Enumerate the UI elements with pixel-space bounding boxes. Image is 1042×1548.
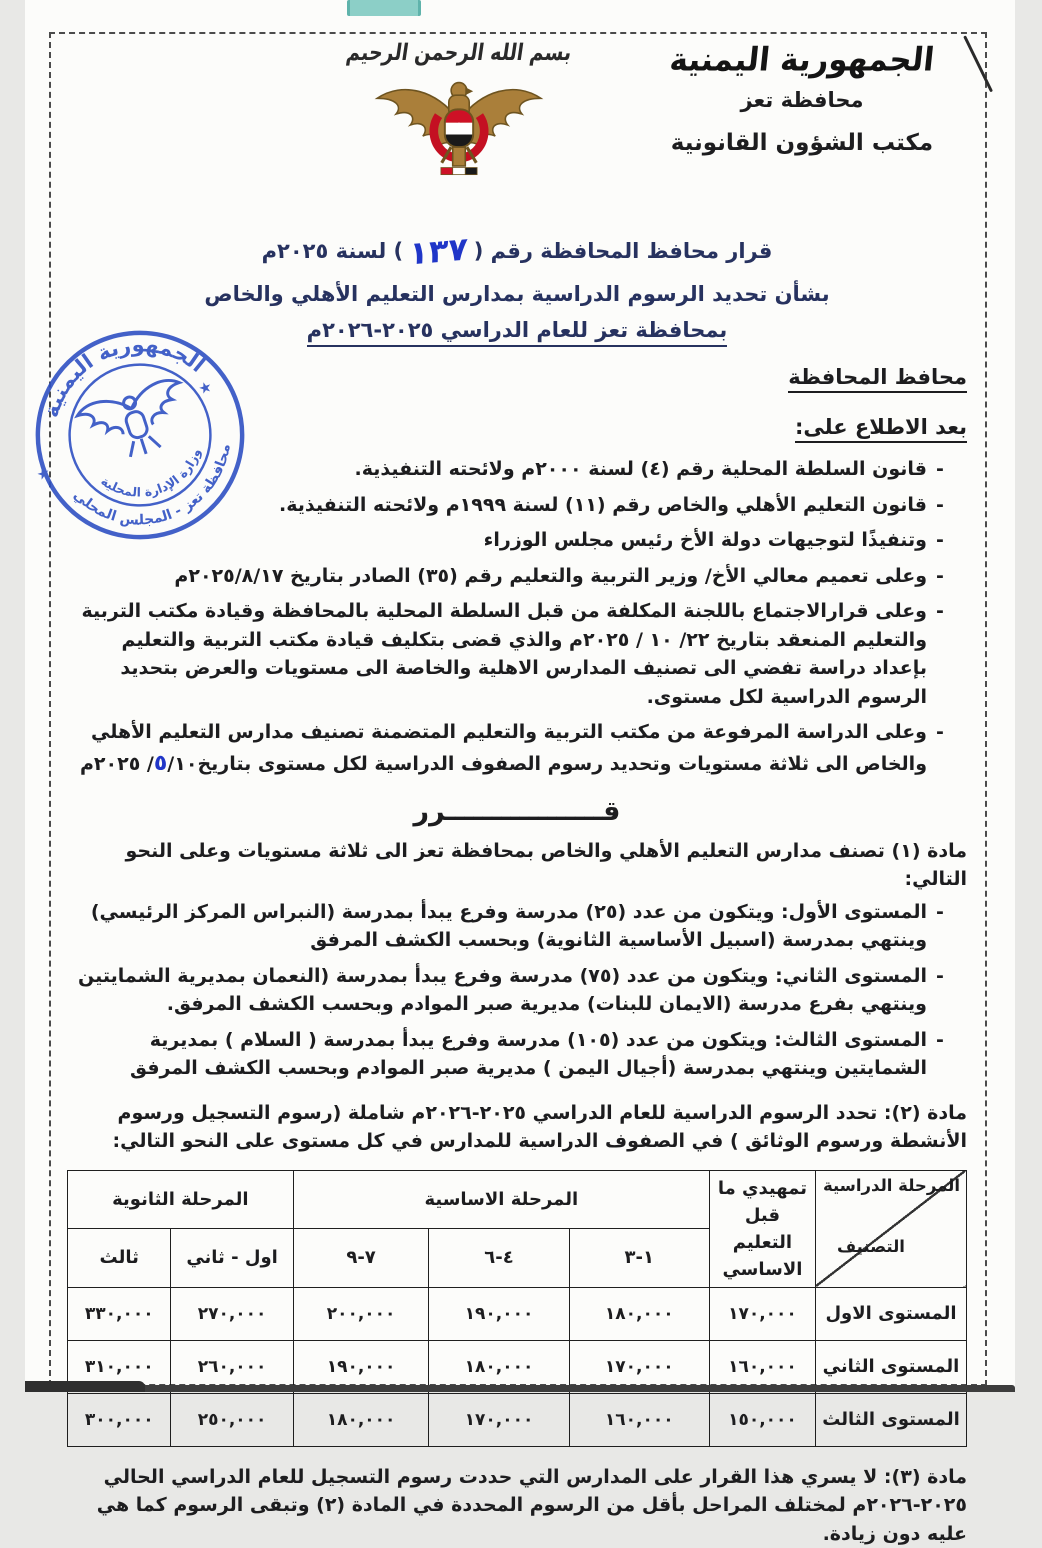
- bullet-dash: -: [928, 526, 954, 555]
- document-content: [68, 42, 968, 1548]
- column-group-basic-stage: المرحلة الاساسية: [294, 1170, 710, 1229]
- fee-value: ٣٣٠,٠٠٠: [69, 1287, 172, 1340]
- corner-label-stage: المرحلة الدراسية: [824, 1176, 961, 1195]
- bullet-dash: -: [928, 491, 954, 520]
- preamble-heading: [68, 415, 968, 443]
- scanned-decree-document: [26, 0, 1016, 1392]
- letterhead-authority-block: [638, 42, 968, 156]
- salutation-text: محافظ المحافظة: [789, 365, 968, 393]
- table-header-row-1: [69, 1170, 968, 1229]
- column-group-secondary-stage: المرحلة الثانوية: [69, 1170, 295, 1229]
- decree-title-line1-prefix: قرار محافظ المحافظة رقم (: [475, 239, 774, 263]
- table-corner-cell: [816, 1170, 967, 1287]
- scan-edge-shadow-left: [26, 1381, 146, 1392]
- preamble-item: [68, 562, 954, 591]
- level-item: [68, 1026, 954, 1083]
- level-item-text: المستوى الأول: ويتكون من عدد (٢٥) مدرسة وفرع يبدأ بمدرسة (النبراس المركز الرئيسي) وينتهي بمدرسة (اسبيل الأساسية الثانوية) وبحسب الكشف المرفق: [68, 898, 928, 955]
- stamp-star-right-icon: ★: [197, 377, 215, 398]
- handwritten-date-digit: ٥: [155, 751, 168, 776]
- stamp-middle-text: وزارة الإدارة المحلية: [97, 443, 214, 514]
- preamble-last-before: وعلى الدراسة المرفوعة من مكتب التربية والتعليم المتضمنة تصنيف مدارس التعليم الأهلي والخاص الى ثلاثة مستويات وتحديد رسوم الصفوف الدراسية لكل مستوى بتاريخ: [92, 721, 928, 775]
- preamble-list: [68, 455, 968, 780]
- fee-value: ٢٥٠,٠٠٠: [172, 1393, 294, 1446]
- preamble-item-with-handwriting: [68, 718, 954, 780]
- fee-value: ١٨٠,٠٠٠: [430, 1340, 570, 1393]
- corner-label-classification: التصنيف: [838, 1237, 906, 1256]
- adhesive-tape-mark: [348, 0, 422, 16]
- table-row-level-3: [69, 1393, 968, 1446]
- fees-table: [68, 1170, 968, 1447]
- stamp-top-text: الجمهورية اليمنية: [24, 310, 214, 426]
- column-header-grades-4-6: ٤-٦: [430, 1229, 570, 1288]
- level-item: [68, 898, 954, 955]
- fee-value: ١٧٠,٠٠٠: [570, 1340, 710, 1393]
- fee-value: ١٧٠,٠٠٠: [710, 1287, 816, 1340]
- column-header-secondary-3: ثالث: [69, 1229, 172, 1288]
- preamble-item-text: وعلى تعميم معالي الأخ/ وزير التربية والتعليم رقم (٣٥) الصادر بتاريخ ٢٠٢٥/٨/١٧م: [68, 562, 928, 591]
- column-header-secondary-1-2: اول - ثاني: [172, 1229, 294, 1288]
- decree-title: [68, 232, 968, 347]
- fee-value: ١٧٠,٠٠٠: [430, 1393, 570, 1446]
- fee-value: ١٦٠,٠٠٠: [710, 1340, 816, 1393]
- preamble-item: [68, 526, 954, 555]
- fee-value: ١٨٠,٠٠٠: [294, 1393, 430, 1446]
- preamble-item-text: قانون التعليم الأهلي والخاص رقم (١١) لسنة ١٩٩٩م ولائحته التنفيذية.: [68, 491, 928, 520]
- fee-value: ١٩٠,٠٠٠: [294, 1340, 430, 1393]
- preamble-heading-text: بعد الاطلاع على:: [796, 415, 968, 443]
- table-row-level-1: [69, 1287, 968, 1340]
- bullet-dash: -: [928, 1026, 954, 1083]
- row-label: المستوى الثالث: [816, 1393, 967, 1446]
- fee-value: ١٨٠,٠٠٠: [570, 1287, 710, 1340]
- fee-value: ٣١٠,٠٠٠: [69, 1340, 172, 1393]
- level-item-text: المستوى الثاني: ويتكون من عدد (٧٥) مدرسة وفرع يبدأ بمدرسة (النعمان بمديرية الشمايتين وينتهي بفرع مدرسة (الايمان للبنات) مديرية صبر الموادم وبحسب الكشف المرفق.: [68, 962, 928, 1019]
- stamp-bottom-text: محافظة تعز - المجلس المحلي: [69, 438, 252, 550]
- basmala-calligraphy: بسم الله الرحمن الرحيم: [308, 40, 612, 66]
- decree-title-line1: [68, 232, 968, 270]
- column-header-preschool: تمهيدي ما قبل التعليم الاساسي: [710, 1170, 816, 1287]
- decision-heading: قـــــــــــــــــرر: [68, 796, 968, 827]
- fee-value: ١٦٠,٠٠٠: [570, 1393, 710, 1446]
- republic-name: الجمهورية اليمنية: [636, 41, 970, 79]
- preamble-item-text: وتنفيذًا لتوجيهات دولة الأخ رئيس مجلس الوزراء: [68, 526, 928, 555]
- article-1-intro: مادة (١) تصنف مدارس التعليم الأهلي والخاص بمحافظة تعز الى ثلاثة مستويات وعلى النحو التالي:: [68, 837, 968, 894]
- preamble-item: [68, 597, 954, 711]
- bullet-dash: -: [928, 962, 954, 1019]
- row-label: المستوى الثاني: [816, 1340, 967, 1393]
- fee-value: ٢٠٠,٠٠٠: [294, 1287, 430, 1340]
- article-3: مادة (٣): لا يسري هذا القرار على المدارس التي حددت رسوم التسجيل للعام الدراسي الحالي ٢٠٢٥-٢٠٢٦م لمختلف المراحل بأقل من الرسوم المحددة في المادة (٢) وتبقى الرسوم كما هي عليه دون زيادة.: [68, 1463, 968, 1548]
- governorate-name: محافظة تعز: [638, 88, 968, 112]
- column-header-grades-1-3: ١-٣: [570, 1229, 710, 1288]
- fee-value: ١٩٠,٠٠٠: [430, 1287, 570, 1340]
- column-header-grades-7-9: ٧-٩: [294, 1229, 430, 1288]
- yemen-eagle-emblem-icon: [365, 70, 555, 188]
- bullet-dash: -: [928, 898, 954, 955]
- scan-edge-shadow: [36, 1385, 1016, 1392]
- bullet-dash: -: [928, 718, 954, 780]
- preamble-item: [68, 455, 954, 484]
- office-name: مكتب الشؤون القانونية: [638, 130, 968, 156]
- salutation: [68, 365, 968, 393]
- bullet-dash: -: [928, 597, 954, 711]
- decree-title-line2: بشأن تحديد الرسوم الدراسية بمدارس التعليم الأهلي والخاص: [68, 282, 968, 306]
- fee-value: ٢٦٠,٠٠٠: [172, 1340, 294, 1393]
- fee-value: ٢٧٠,٠٠٠: [172, 1287, 294, 1340]
- level-item-text: المستوى الثالث: ويتكون من عدد (١٠٥) مدرسة وفرع يبدأ بمدرسة ( السلام ) بمديرية الشمايتين وينتهي بمدرسة (أجيال اليمن ) مديرية صبر الموادم وبحسب الكشف المرفق: [68, 1026, 928, 1083]
- preamble-item-text: قانون السلطة المحلية رقم (٤) لسنة ٢٠٠٠م ولائحته التنفيذية.: [68, 455, 928, 484]
- letterhead: [68, 42, 968, 192]
- decree-title-line1-suffix: ) لسنة ٢٠٢٥م: [263, 239, 404, 263]
- fee-value: ١٥٠,٠٠٠: [710, 1393, 816, 1446]
- preamble-last-after: /١٠/ ٢٠٢٥م: [81, 753, 198, 775]
- decree-title-line3: بمحافظة تعز للعام الدراسي ٢٠٢٥-٢٠٢٦م: [308, 318, 729, 347]
- article-1-levels: [68, 898, 968, 1083]
- preamble-item-text: [68, 718, 928, 780]
- stamp-star-left-icon: ★: [35, 463, 53, 484]
- letterhead-emblem-block: [310, 42, 610, 192]
- row-label: المستوى الاول: [816, 1287, 967, 1340]
- preamble-item: [68, 491, 954, 520]
- bullet-dash: -: [928, 455, 954, 484]
- level-item: [68, 962, 954, 1019]
- decree-number-handwritten: ١٣٧: [409, 229, 469, 272]
- article-2: مادة (٢): تحدد الرسوم الدراسية للعام الدراسي ٢٠٢٥-٢٠٢٦م شاملة (رسوم التسجيل ورسوم الأنشطة ورسوم الوثائق ) في الصفوف الدراسية للمدارس في كل مستوى على النحو التالي:: [68, 1099, 968, 1156]
- bullet-dash: -: [928, 562, 954, 591]
- preamble-item-text: وعلى قرارالاجتماع باللجنة المكلفة من قبل السلطة المحلية بالمحافظة وقيادة مكتب التربية والتعليم المنعقد بتاريخ ٢٢/ ١٠ / ٢٠٢٥م والذي قضى بتكليف قيادة مكتب التربية والتعليم بإعداد دراسة تفضي الى تصنيف المدارس الاهلية والخاصة الى مستويات والعرض بتحديد الرسوم الدراسية لكل مستوى.: [68, 597, 928, 711]
- fee-value: ٣٠٠,٠٠٠: [69, 1393, 172, 1446]
